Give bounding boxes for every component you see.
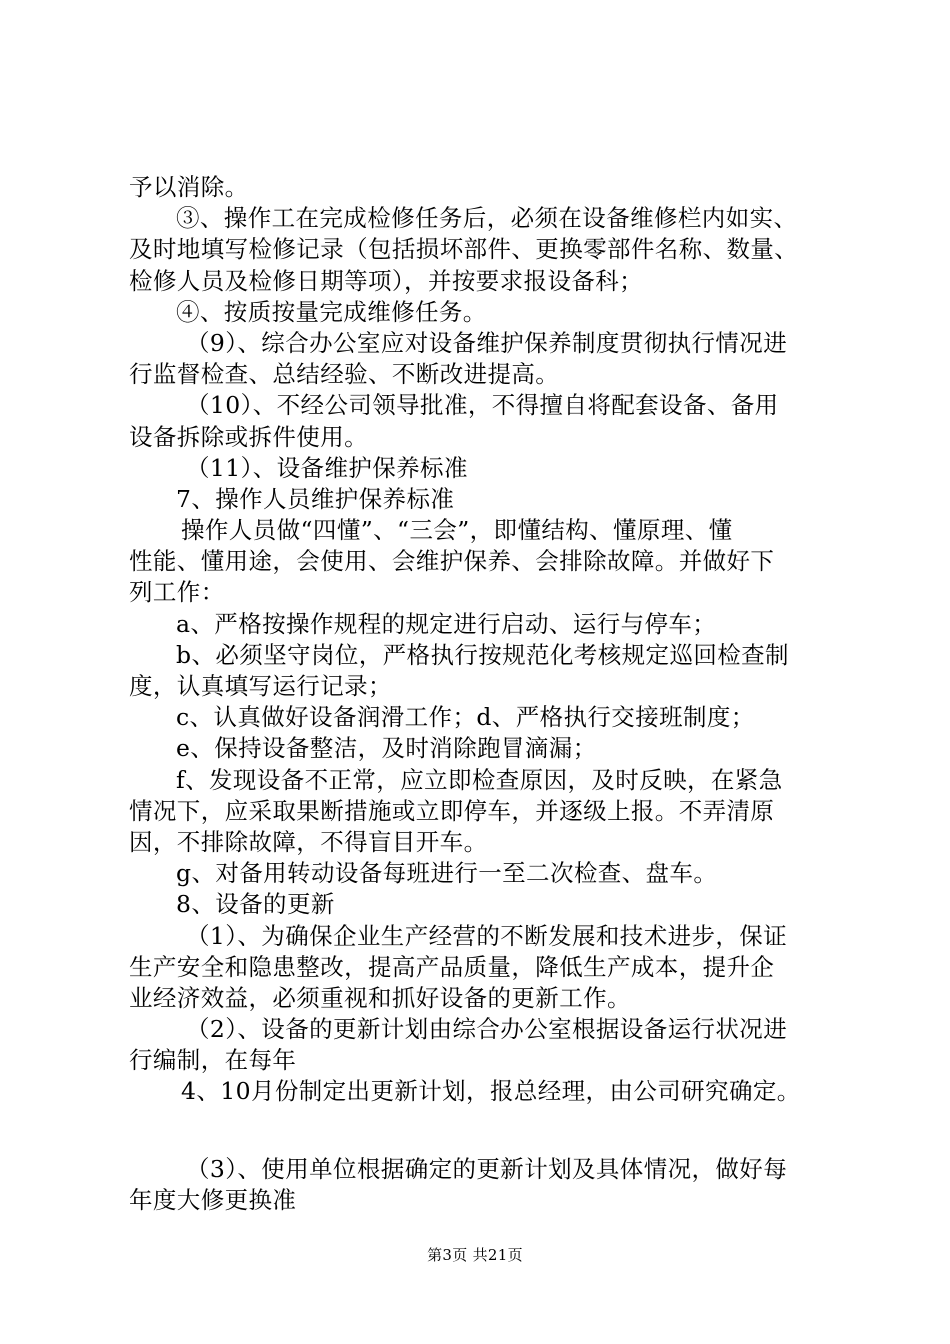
text-line: 业经济效益，必须重视和抓好设备的更新工作。 — [129, 983, 631, 1012]
text-line: a、严格按操作规程的规定进行启动、运行与停车； — [176, 609, 717, 638]
text-line: c、认真做好设备润滑工作；d、严格执行交接班制度； — [176, 703, 755, 732]
text-line: 予以消除。 — [129, 173, 249, 201]
text-line: （2）、设备的更新计划由综合办公室根据设备运行状况进 — [186, 1015, 788, 1044]
text-line: （10）、不经公司领导批准，不得擅自将配套设备、备用 — [186, 391, 779, 420]
text-line: 年度大修更换准 — [129, 1185, 297, 1214]
text-line: ④、按质按量完成维修任务。 — [176, 297, 487, 326]
text-line: 因，不排除故障，不得盲目开车。 — [129, 827, 488, 856]
text-line: 行编制，在每年 — [129, 1046, 297, 1075]
text-line: 7、操作人员维护保养标准 — [176, 484, 455, 513]
text-line: b、必须坚守岗位，严格执行按规范化考核规定巡回检查制 — [176, 640, 789, 669]
text-line: 4、10月份制定出更新计划，报总经理，由公司研究确定。 — [181, 1077, 801, 1106]
text-line: 生产安全和隐患整改，提高产品质量，降低生产成本，提升企 — [129, 952, 775, 981]
text-line: f、发现设备不正常，应立即检查原因，及时反映，在紧急 — [176, 765, 783, 794]
document-body — [129, 172, 834, 1216]
text-line: （1）、为确保企业生产经营的不断发展和技术进步，保证 — [186, 921, 788, 950]
text-line: 度，认真填写运行记录； — [129, 672, 392, 700]
text-line: 设备拆除或拆件使用。 — [129, 422, 368, 451]
page-number-footer: 第3页 共21页 — [427, 1246, 523, 1264]
text-line: 性能、懂用途，会使用、会维护保养、会排除故障。并做好下 — [129, 547, 775, 576]
text-line: 及时地填写检修记录（包括损坏部件、更换零部件名称、数量、 — [129, 235, 799, 264]
text-line: ③、操作工在完成检修任务后，必须在设备维修栏内如实、 — [176, 204, 798, 233]
text-line: （3）、使用单位根据确定的更新计划及具体情况，做好每 — [186, 1154, 788, 1183]
text-line: （11）、设备维护保养标准 — [186, 453, 468, 482]
text-line: 8、设备的更新 — [176, 890, 335, 919]
text-line: （9）、综合办公室应对设备维护保养制度贯彻执行情况进 — [186, 328, 788, 357]
text-line: g、对备用转动设备每班进行一至二次检查、盘车。 — [176, 859, 718, 888]
text-line: 行监督检查、总结经验、不断改进提高。 — [129, 360, 560, 389]
text-line: 检修人员及检修日期等项），并按要求报设备科； — [129, 266, 644, 295]
text-line: e、保持设备整洁，及时消除跑冒滴漏； — [176, 734, 597, 763]
text-line: 情况下，应采取果断措施或立即停车，并逐级上报。不弄清原 — [129, 796, 775, 825]
text-line: 操作人员做“四懂”、“三会”，即懂结构、懂原理、懂 — [181, 516, 733, 545]
paragraph-gap — [129, 1108, 834, 1154]
text-line: 列工作： — [129, 578, 225, 607]
